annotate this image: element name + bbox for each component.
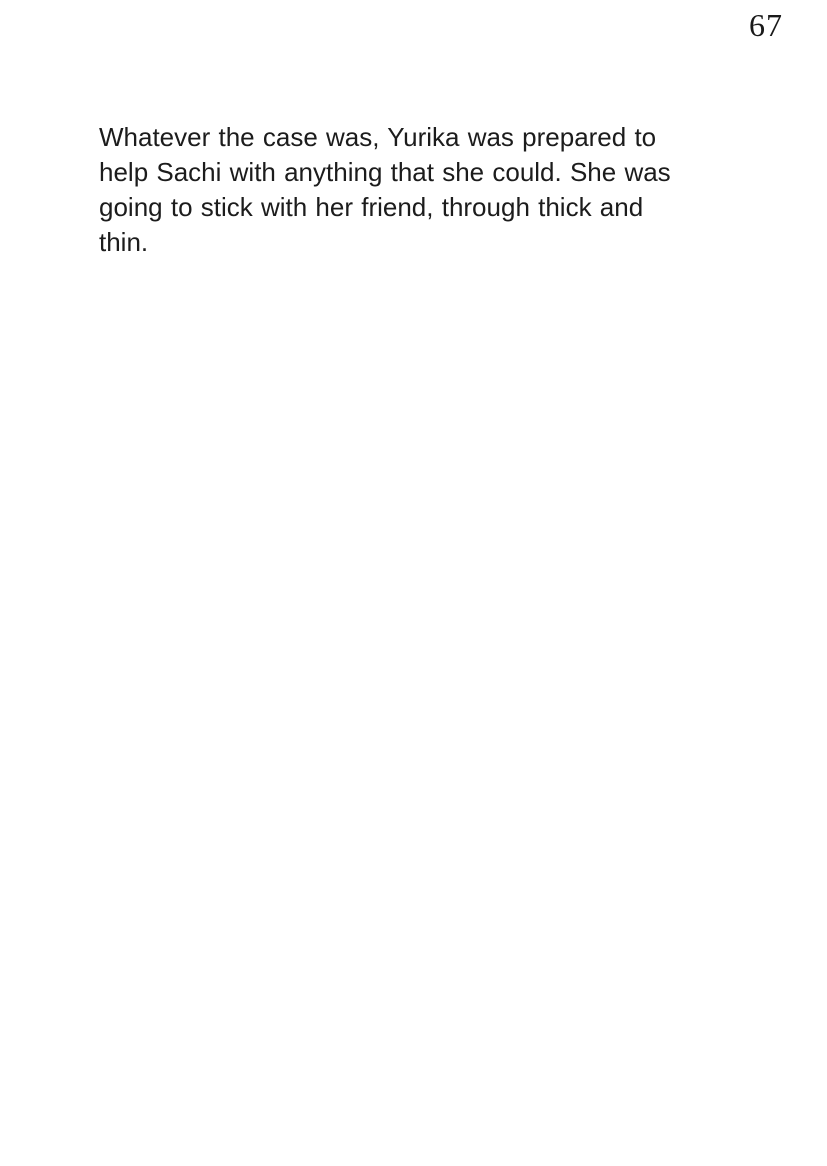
- body-paragraph: Whatever the case was, Yurika was prepared to help Sachi with anything that she could. She was going to stick with her friend, through thick and thin.: [99, 122, 671, 257]
- page-number: 67: [749, 7, 783, 43]
